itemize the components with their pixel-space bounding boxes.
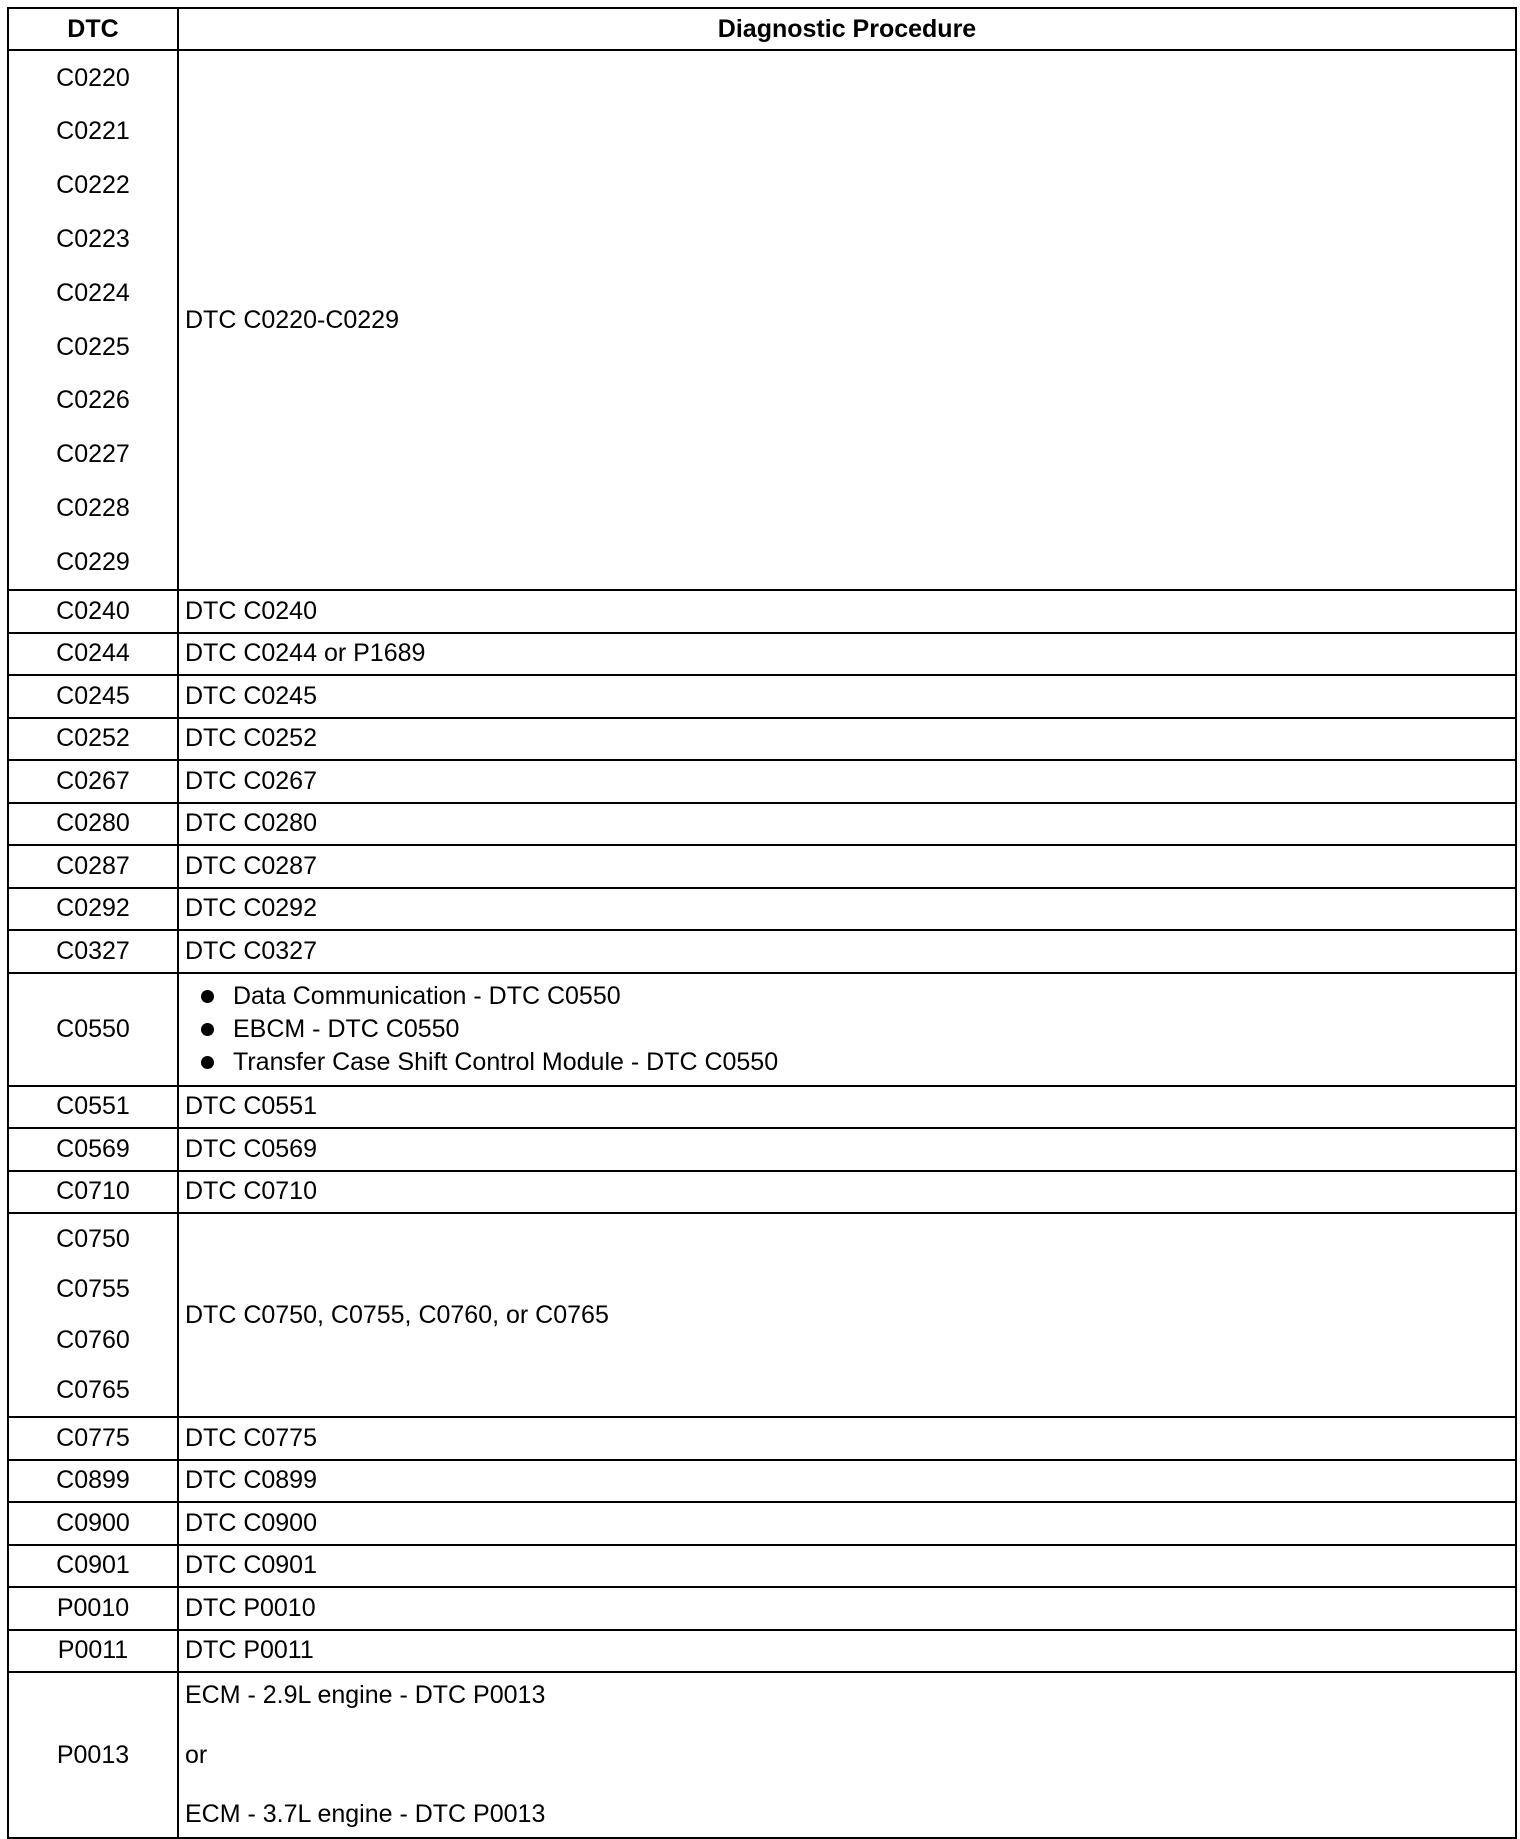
procedure-cell bbox=[178, 973, 1516, 1086]
table-row bbox=[8, 1417, 1516, 1460]
procedure-line: ECM - 3.7L engine - DTC P0013 bbox=[185, 1800, 546, 1829]
procedure-cell: DTC C0292 bbox=[178, 888, 1516, 931]
procedure-cell: DTC C0901 bbox=[178, 1545, 1516, 1588]
table-row bbox=[8, 888, 1516, 931]
table-row-c0750-group bbox=[8, 1213, 1516, 1417]
procedure-cell: DTC C0775 bbox=[178, 1417, 1516, 1460]
procedure-cell: DTC P0010 bbox=[178, 1587, 1516, 1630]
dtc-code: C0244 bbox=[8, 633, 178, 676]
table-row bbox=[8, 1545, 1516, 1588]
procedure-line: or bbox=[185, 1740, 208, 1769]
dtc-code: C0775 bbox=[8, 1417, 178, 1460]
dtc-code: C0229 bbox=[56, 547, 130, 576]
procedure-line: ECM - 2.9L engine - DTC P0013 bbox=[185, 1681, 546, 1709]
table-row bbox=[8, 633, 1516, 676]
bullet-icon bbox=[201, 990, 214, 1003]
header-row bbox=[8, 8, 1516, 50]
dtc-code: P0011 bbox=[8, 1630, 178, 1673]
dtc-code: C0899 bbox=[8, 1460, 178, 1503]
dtc-table bbox=[7, 7, 1517, 1839]
table-row bbox=[8, 1086, 1516, 1129]
table-row-c0550 bbox=[8, 973, 1516, 1086]
dtc-code: C0245 bbox=[8, 675, 178, 718]
procedure-cell: DTC C0220-C0229 bbox=[178, 50, 1516, 590]
procedure-cell: DTC C0267 bbox=[178, 760, 1516, 803]
table-row bbox=[8, 590, 1516, 633]
table-row bbox=[8, 1460, 1516, 1503]
procedure-cell: DTC C0569 bbox=[178, 1128, 1516, 1171]
procedure-cell: DTC C0240 bbox=[178, 590, 1516, 633]
procedure-cell: DTC C0244 or P1689 bbox=[178, 633, 1516, 676]
list-item bbox=[201, 1046, 1515, 1079]
header-procedure: Diagnostic Procedure bbox=[178, 8, 1516, 50]
procedure-cell: DTC C0280 bbox=[178, 803, 1516, 846]
table-row bbox=[8, 845, 1516, 888]
table-row bbox=[8, 675, 1516, 718]
dtc-code: C0760 bbox=[56, 1325, 130, 1354]
table-row bbox=[8, 1171, 1516, 1214]
dtc-code: C0710 bbox=[8, 1171, 178, 1214]
dtc-code: C0222 bbox=[56, 171, 130, 200]
table-row bbox=[8, 1630, 1516, 1673]
dtc-code: C0280 bbox=[8, 803, 178, 846]
dtc-code: C0267 bbox=[8, 760, 178, 803]
dtc-code: C0765 bbox=[56, 1376, 130, 1405]
dtc-code: C0252 bbox=[8, 718, 178, 761]
dtc-code: C0220 bbox=[56, 63, 130, 92]
dtc-code: C0226 bbox=[56, 386, 130, 415]
table-row-c0220-group bbox=[8, 50, 1516, 590]
procedure-cell: DTC C0899 bbox=[178, 1460, 1516, 1503]
procedure-cell: DTC C0900 bbox=[178, 1502, 1516, 1545]
procedure-cell: DTC C0252 bbox=[178, 718, 1516, 761]
dtc-code: C0755 bbox=[56, 1275, 130, 1304]
document-page bbox=[7, 7, 1517, 1839]
table-row bbox=[8, 1587, 1516, 1630]
list-item-text: Data Communication - DTC C0550 bbox=[233, 981, 621, 1010]
bullet-icon bbox=[201, 1056, 214, 1069]
header-dtc: DTC bbox=[8, 8, 178, 50]
list-item bbox=[201, 1013, 1515, 1046]
dtc-code: C0223 bbox=[56, 224, 130, 253]
dtc-code: C0900 bbox=[8, 1502, 178, 1545]
dtc-code: C0227 bbox=[56, 440, 130, 469]
list-item-text: EBCM - DTC C0550 bbox=[233, 1014, 460, 1043]
dtc-code: C0550 bbox=[8, 973, 178, 1086]
list-item bbox=[201, 980, 1515, 1013]
dtc-code: P0010 bbox=[8, 1587, 178, 1630]
bullet-icon bbox=[201, 1023, 214, 1036]
dtc-code: C0750 bbox=[56, 1224, 130, 1253]
dtc-code: P0013 bbox=[8, 1672, 178, 1838]
table-row bbox=[8, 1502, 1516, 1545]
dtc-code-cell bbox=[8, 50, 178, 590]
table-row-p0013 bbox=[8, 1672, 1516, 1838]
dtc-code: C0901 bbox=[8, 1545, 178, 1588]
table-row bbox=[8, 760, 1516, 803]
procedure-cell: DTC C0551 bbox=[178, 1086, 1516, 1129]
dtc-code-cell bbox=[8, 1213, 178, 1417]
dtc-code: C0228 bbox=[56, 493, 130, 522]
table-row bbox=[8, 718, 1516, 761]
table-row bbox=[8, 1128, 1516, 1171]
procedure-cell: DTC C0287 bbox=[178, 845, 1516, 888]
dtc-code: C0327 bbox=[8, 930, 178, 973]
procedure-cell: DTC C0710 bbox=[178, 1171, 1516, 1214]
procedure-bullet-list bbox=[201, 980, 1515, 1079]
procedure-cell bbox=[178, 1672, 1516, 1838]
list-item-text: Transfer Case Shift Control Module - DTC C0550 bbox=[233, 1047, 779, 1076]
procedure-cell: DTC P0011 bbox=[178, 1630, 1516, 1673]
dtc-code: C0292 bbox=[8, 888, 178, 931]
dtc-code: C0224 bbox=[56, 278, 130, 307]
procedure-cell: DTC C0245 bbox=[178, 675, 1516, 718]
dtc-code: C0569 bbox=[8, 1128, 178, 1171]
dtc-code: C0225 bbox=[56, 332, 130, 361]
table-row bbox=[8, 930, 1516, 973]
procedure-cell: DTC C0750, C0755, C0760, or C0765 bbox=[178, 1213, 1516, 1417]
dtc-code: C0240 bbox=[8, 590, 178, 633]
dtc-code: C0287 bbox=[8, 845, 178, 888]
table-row bbox=[8, 803, 1516, 846]
procedure-cell: DTC C0327 bbox=[178, 930, 1516, 973]
dtc-code: C0221 bbox=[56, 117, 130, 146]
dtc-code: C0551 bbox=[8, 1086, 178, 1129]
